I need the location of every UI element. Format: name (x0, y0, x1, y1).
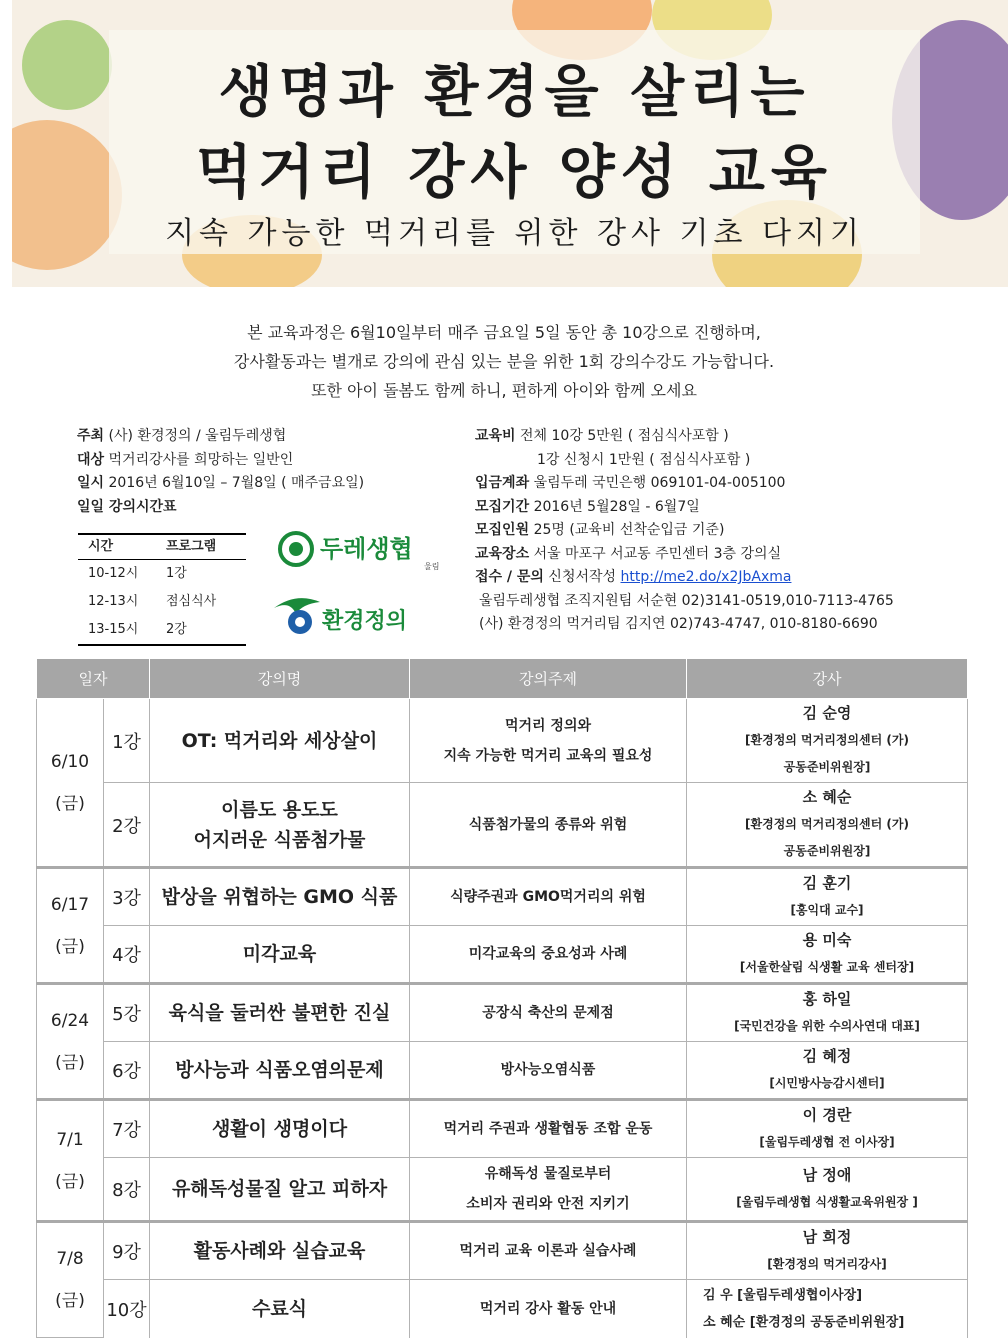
title-line-2: 먹거리 강사 양성 교육 (196, 138, 833, 206)
header-topic: 강의주제 (410, 659, 687, 699)
schedule-program: 점심식사 (166, 594, 217, 609)
host-row (77, 425, 364, 449)
schedule-row (78, 588, 246, 616)
weekday-value: (금) (55, 1171, 85, 1192)
topic-text: 유해독성 물질로부터 (484, 1166, 612, 1182)
topic-text: 식품첨가물의 종류와 위험 (468, 816, 628, 833)
weekday-value: (금) (55, 1052, 85, 1073)
schedule-program: 2강 (166, 622, 187, 637)
lecture-title-cell (150, 984, 410, 1042)
topic-text: 먹거리 정의와 (504, 717, 592, 734)
instructor-cell (687, 1158, 968, 1222)
place-value: 서울 마포구 서교동 주민센터 3층 강의실 (533, 545, 782, 562)
lecture-title: 이름도 용도도 (221, 798, 338, 821)
subtitle: 지속 가능한 먹거리를 위한 강사 기초 다지기 (165, 216, 864, 251)
date-cell (37, 868, 104, 984)
period-row (475, 496, 894, 520)
schedule-title: 일일 강의시간표 (77, 498, 177, 515)
topic-text: 식량주권과 GMO먹거리의 위험 (450, 889, 646, 905)
account-label: 입금계좌 (475, 475, 530, 491)
contact-row (475, 566, 894, 590)
lecture-number: 1강 (104, 699, 150, 783)
date-value: 7/1 (56, 1129, 84, 1150)
table-row (37, 1100, 968, 1158)
instructor-name: 김 혜정 (802, 1047, 852, 1065)
instructor-name: 용 미숙 (802, 931, 852, 949)
instructor-cell (687, 868, 968, 926)
target-row (77, 449, 364, 473)
period-value: 2016년 5월28일 - 6월7일 (533, 498, 700, 515)
lecture-number: 10강 (104, 1280, 150, 1338)
table-row (37, 783, 968, 868)
account-row (475, 472, 894, 496)
lecture-title: 생활이 생명이다 (211, 1118, 348, 1140)
capacity-label: 모집인원 (475, 522, 530, 538)
topic-text: 방사능오염식품 (500, 1062, 596, 1078)
date-value: 7/8 (56, 1249, 84, 1269)
capacity-value: 25명 (교육비 선착순입금 기준) (533, 522, 725, 538)
topic-cell (410, 868, 687, 926)
place-row (475, 543, 894, 567)
header-date: 일자 (37, 659, 150, 699)
contact-line-1: 울림두레생협 조직지원팀 서순현 02)3141-0519,010-7113-4765 (479, 592, 894, 609)
topic-cell (410, 926, 687, 984)
lecture-title-cell (150, 926, 410, 984)
lecture-number: 6강 (104, 1042, 150, 1100)
instructor-affiliation: [울림두레생협 전 이사장] (759, 1135, 895, 1149)
env-justice-logo (272, 590, 442, 638)
title-line-1: 생명과 환경을 살리는 (218, 60, 811, 125)
lecture-title: OT: 먹거리와 세상살이 (181, 729, 378, 752)
schedule-header-cell: 시간 (88, 539, 114, 554)
lecture-number: 8강 (104, 1158, 150, 1222)
fee-value: 전체 10강 5만원 ( 점심식사포함 ) (520, 428, 729, 444)
instructor-affiliation: [환경정의 먹거리강사] (767, 1257, 887, 1271)
topic-text: 먹거리 교육 이론과 실습사례 (459, 1243, 637, 1259)
header-instructor: 강사 (687, 659, 968, 699)
vegetable-decoration (22, 20, 112, 110)
schedule-program: 1강 (166, 566, 187, 581)
instructor-affiliation: [환경정의 먹거리정의센터 (가) (745, 733, 909, 747)
instructor-cell (687, 699, 968, 783)
instructor-cell (687, 783, 968, 868)
host-value: (사) 환경정의 / 울림두레생협 (108, 428, 287, 444)
table-header-row (37, 659, 968, 699)
weekday-value: (금) (55, 1291, 85, 1311)
dure-coop-logo (276, 525, 446, 573)
instructor-cell (687, 926, 968, 984)
logo1-sub: 울림 (424, 562, 440, 571)
period-label: 모집기간 (475, 498, 530, 515)
topic-text: 소비자 권리와 안전 지키기 (466, 1196, 630, 1212)
lecture-title-cell (150, 1100, 410, 1158)
schedule-time: 13-15시 (88, 622, 139, 637)
lecture-number: 3강 (104, 868, 150, 926)
table-row (37, 984, 968, 1042)
instructor-name: 소 혜순 (802, 788, 852, 806)
table-row (37, 1280, 968, 1338)
date-value: 6/24 (50, 1010, 90, 1031)
instructor-name: 남 정애 (802, 1166, 852, 1184)
topic-cell (410, 1222, 687, 1280)
instructor-affiliation: [홍익대 교수] (790, 903, 864, 917)
intro-line: 또한 아이 돌봄도 함께 하니, 편하게 아이와 함께 오세요 (311, 381, 697, 400)
topic-cell (410, 1158, 687, 1222)
weekday-value: (금) (55, 936, 85, 957)
instructor-cell (687, 1280, 968, 1338)
instructor-name: 김 순영 (802, 704, 852, 722)
lecture-title-cell (150, 1280, 410, 1338)
contact-value: 신청서작성 (548, 569, 617, 585)
topic-text: 미각교육의 중요성과 사례 (468, 946, 628, 962)
topic-cell (410, 1280, 687, 1338)
fee-row (475, 425, 894, 449)
schedule-header-cell: 프로그램 (166, 539, 217, 554)
table-row (37, 1042, 968, 1100)
date-value: 6/17 (50, 894, 90, 915)
intro-line: 본 교육과정은 6월10일부터 매주 금요일 5일 동안 총 10강으로 진행하며, (247, 323, 761, 342)
table-row (37, 926, 968, 984)
lecture-title: 어지러운 식품첨가물 (193, 828, 366, 851)
contact-label: 접수 / 문의 (475, 569, 544, 585)
instructor-affiliation: 공동준비위원장] (783, 760, 871, 774)
host-label: 주최 (77, 428, 105, 444)
topic-cell (410, 783, 687, 868)
date-cell (37, 699, 104, 868)
date-cell (37, 1222, 104, 1338)
instructor-affiliation: [시민방사능감시센터] (769, 1076, 885, 1090)
table-row (37, 868, 968, 926)
lecture-title: 육식을 둘러싼 불편한 진실 (168, 1002, 391, 1024)
table-row (37, 1222, 968, 1280)
instructor-name: 남 희정 (802, 1228, 852, 1246)
lecture-title-cell (150, 868, 410, 926)
lecture-number: 2강 (104, 783, 150, 868)
header-banner (12, 0, 1008, 287)
lecture-title: 밥상을 위협하는 GMO 식품 (161, 886, 398, 908)
instructor-name: 김 훈기 (802, 874, 852, 892)
logo1-text: 두레생협 (320, 535, 413, 563)
instructor-affiliation: [울림두레생협 식생활교육위원장 ] (736, 1195, 918, 1209)
lecture-title-cell (150, 1222, 410, 1280)
topic-cell (410, 699, 687, 783)
topic-text: 먹거리 강사 활동 안내 (479, 1300, 617, 1317)
date-label: 일시 (77, 475, 105, 491)
instructor-cell (687, 1042, 968, 1100)
topic-cell (410, 984, 687, 1042)
schedule-time: 10-12시 (88, 566, 139, 581)
instructor-line: 소 혜순 [환경정의 공동준비위원장] (703, 1314, 905, 1330)
instructor-affiliation: [환경정의 먹거리정의센터 (가) (745, 817, 909, 831)
lecture-title: 방사능과 식품오염의문제 (175, 1059, 384, 1081)
lecture-title-cell (150, 1158, 410, 1222)
instructor-cell (687, 1100, 968, 1158)
schedule-row (78, 616, 246, 644)
instructor-cell (687, 984, 968, 1042)
topic-text: 지속 가능한 먹거리 교육의 필요성 (443, 747, 653, 764)
target-label: 대상 (77, 451, 105, 468)
target-value: 먹거리강사를 희망하는 일반인 (108, 451, 294, 468)
instructor-affiliation: [국민건강을 위한 수의사연대 대표] (734, 1019, 920, 1033)
instructor-cell (687, 1222, 968, 1280)
contact-line-2: (사) 환경정의 먹거리팀 김지연 02)743-4747, 010-8180-6690 (479, 616, 878, 632)
schedule-time: 12-13시 (88, 594, 139, 609)
logo2-text: 환경정의 (322, 609, 408, 634)
weekday-value: (금) (55, 793, 85, 814)
fee-row-2 (475, 449, 894, 473)
topic-text: 공장식 축산의 문제점 (482, 1005, 614, 1021)
date-value: 6/10 (50, 751, 90, 772)
topic-cell (410, 1100, 687, 1158)
lecture-number: 4강 (104, 926, 150, 984)
table-row (37, 1158, 968, 1222)
lecture-title: 유해독성물질 알고 피하자 (171, 1178, 388, 1200)
header-lecture: 강의명 (150, 659, 410, 699)
topic-text: 먹거리 주권과 생활협동 조합 운동 (443, 1121, 653, 1137)
lecture-number: 7강 (104, 1100, 150, 1158)
curriculum-table (36, 658, 968, 1338)
date-row (77, 472, 364, 496)
info-left (77, 425, 364, 519)
schedule-table (78, 533, 246, 646)
instructor-affiliation: 공동준비위원장] (783, 844, 871, 858)
date-cell (37, 984, 104, 1100)
instructor-affiliation: [서울한살림 식생활 교육 센터장] (739, 960, 915, 974)
intro-line: 강사활동과는 별개로 강의에 관심 있는 분을 위한 1회 강의수강도 가능합니다. (233, 352, 775, 371)
fee-value-2: 1강 신청시 1만원 ( 점심식사포함 ) (537, 451, 751, 468)
vegetable-decoration (12, 120, 122, 270)
date-value: 2016년 6월10일 – 7월8일 ( 매주금요일) (108, 475, 365, 491)
account-value: 울림두레 국민은행 069101-04-005100 (533, 475, 786, 491)
capacity-row (475, 519, 894, 543)
place-label: 교육장소 (475, 545, 530, 562)
lecture-title-cell (150, 783, 410, 868)
lecture-title-cell (150, 1042, 410, 1100)
lecture-title-cell (150, 699, 410, 783)
instructor-line: 김 우 [울림두레생협이사장] (703, 1287, 863, 1303)
lecture-number: 9강 (104, 1222, 150, 1280)
title-box (109, 30, 920, 254)
info-right (475, 425, 894, 637)
table-row (37, 699, 968, 783)
instructor-name: 홍 하일 (802, 990, 852, 1008)
instructor-name: 이 경란 (802, 1106, 852, 1124)
lecture-title: 미각교육 (242, 943, 317, 965)
intro-text (0, 318, 1008, 405)
fee-label: 교육비 (475, 428, 516, 444)
lecture-number: 5강 (104, 984, 150, 1042)
lecture-title: 수료식 (251, 1297, 308, 1320)
lecture-title: 활동사례와 실습교육 (193, 1240, 366, 1262)
schedule-row (78, 560, 246, 588)
date-cell (37, 1100, 104, 1222)
topic-cell (410, 1042, 687, 1100)
schedule-header (78, 535, 246, 560)
application-link[interactable]: http://me2.do/x2JbAxma (620, 569, 792, 585)
